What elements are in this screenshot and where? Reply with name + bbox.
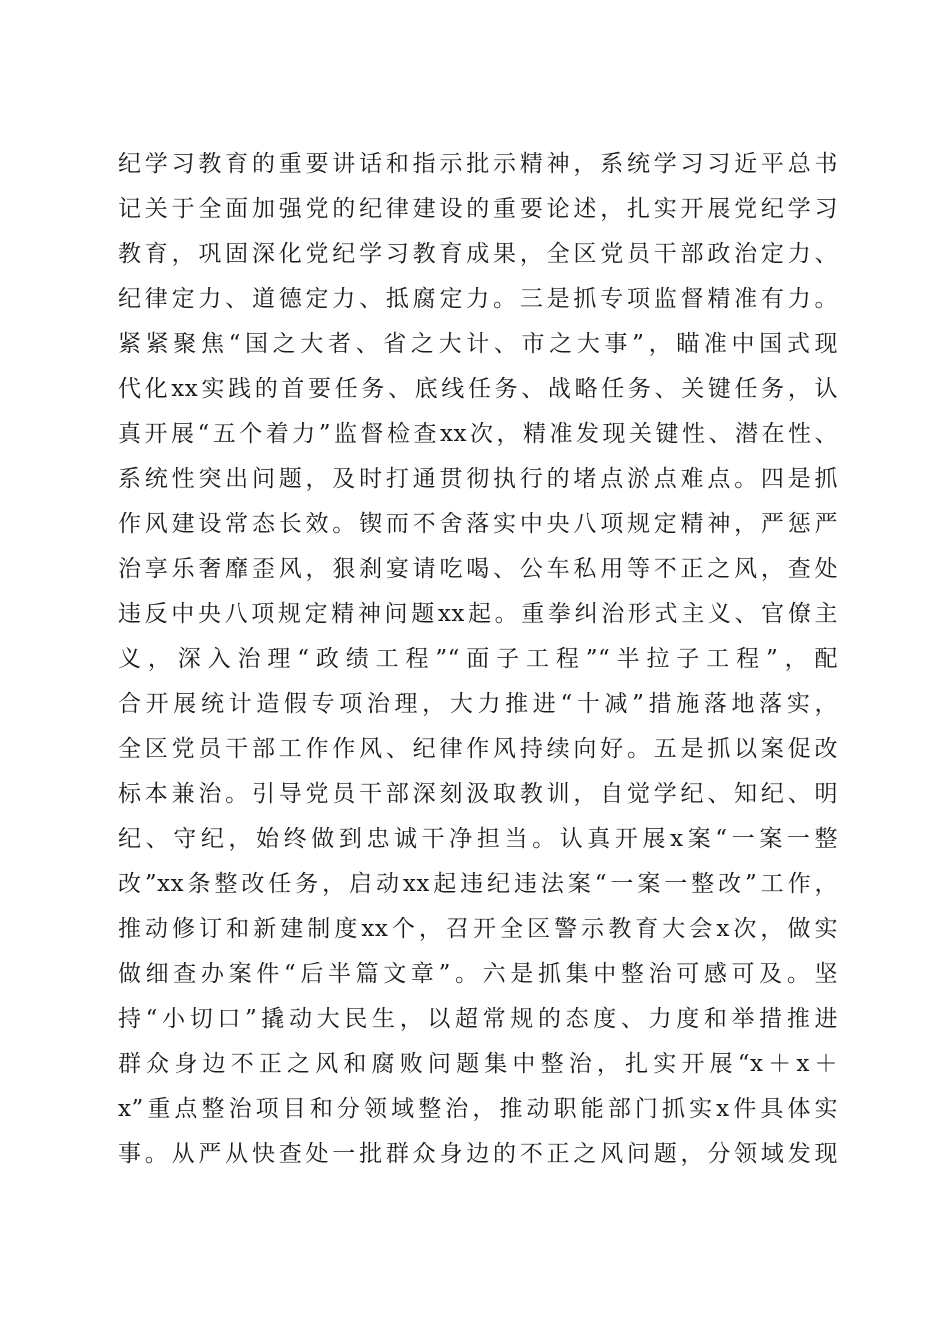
text-line: 纪、守纪，始终做到忠诚干净担当。认真开展x案“一案一整 xyxy=(118,826,838,852)
text-line: 做细查办案件“后半篇文章”。六是抓集中整治可感可及。坚 xyxy=(118,961,838,987)
text-line: 标本兼治。引导党员干部深刻汲取教训，自觉学纪、知纪、明 xyxy=(118,781,838,807)
text-line: 代化xx实践的首要任务、底线任务、战略任务、关键任务，认 xyxy=(118,376,838,402)
text-line: 事。从严从快查处一批群众身边的不正之风问题，分领域发现 xyxy=(118,1141,838,1167)
text-line: 义，深入治理“政绩工程”“面子工程”“半拉子工程”，配 xyxy=(118,646,838,672)
text-line: 违反中央八项规定精神问题xx起。重拳纠治形式主义、官僚主 xyxy=(118,601,838,627)
text-line: 系统性突出问题，及时打通贯彻执行的堵点淤点难点。四是抓 xyxy=(118,466,838,492)
text-line: 改”xx条整改任务，启动xx起违纪违法案“一案一整改”工作， xyxy=(118,871,838,897)
text-line: 记关于全面加强党的纪律建设的重要论述，扎实开展党纪学习 xyxy=(118,196,838,222)
text-line: x”重点整治项目和分领域整治，推动职能部门抓实x件具体实 xyxy=(118,1096,838,1122)
text-line: 持“小切口”撬动大民生，以超常规的态度、力度和举措推进 xyxy=(118,1006,838,1032)
body-paragraph xyxy=(118,142,838,1177)
text-line: 合开展统计造假专项治理，大力推进“十减”措施落地落实， xyxy=(118,691,838,717)
text-line: 全区党员干部工作作风、纪律作风持续向好。五是抓以案促改 xyxy=(118,736,838,762)
text-line: 真开展“五个着力”监督检查xx次，精准发现关键性、潜在性、 xyxy=(118,421,838,447)
text-line: 纪学习教育的重要讲话和指示批示精神，系统学习习近平总书 xyxy=(118,151,838,177)
text-line: 纪律定力、道德定力、抵腐定力。三是抓专项监督精准有力。 xyxy=(118,286,838,312)
text-line: 教育，巩固深化党纪学习教育成果，全区党员干部政治定力、 xyxy=(118,241,838,267)
text-line: 紧紧聚焦“国之大者、省之大计、市之大事”，瞄准中国式现 xyxy=(118,331,838,357)
text-line: 群众身边不正之风和腐败问题集中整治，扎实开展“x＋x＋ xyxy=(118,1051,838,1077)
text-line: 推动修订和新建制度xx个，召开全区警示教育大会x次，做实 xyxy=(118,916,838,942)
text-line: 治享乐奢靡歪风，狠刹宴请吃喝、公车私用等不正之风，查处 xyxy=(118,556,838,582)
text-line: 作风建设常态长效。锲而不舍落实中央八项规定精神，严惩严 xyxy=(118,511,838,537)
